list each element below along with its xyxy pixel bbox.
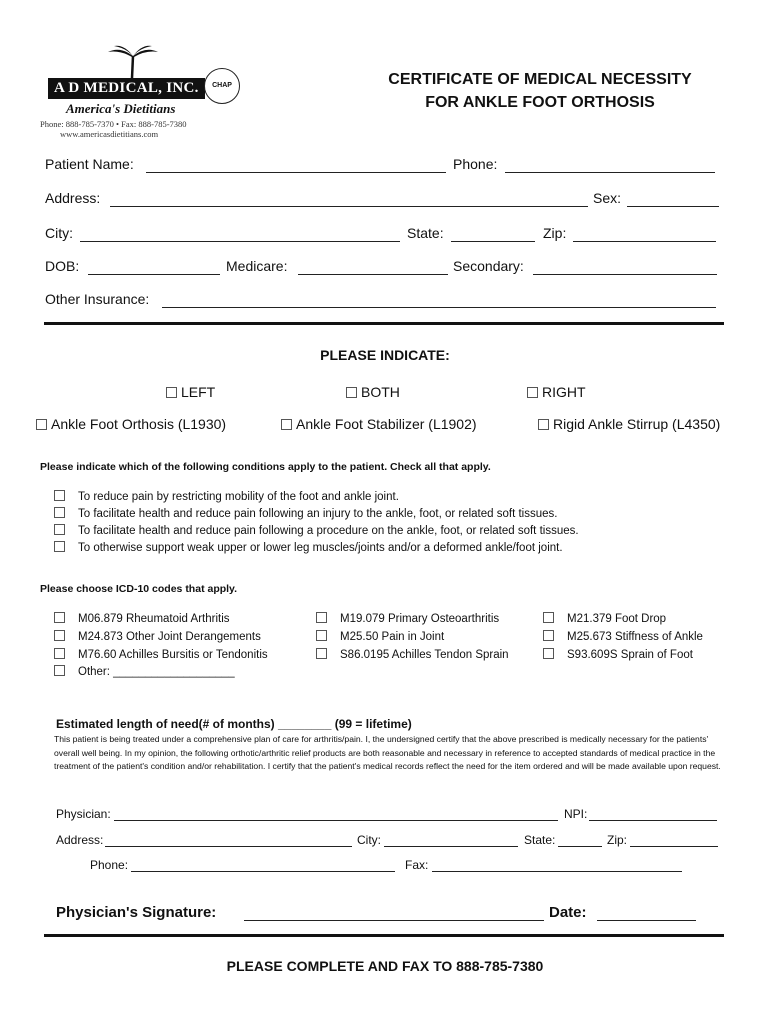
device-l4350-option[interactable]: [538, 416, 720, 432]
patient-address-label: Address:: [45, 190, 101, 206]
icd-option[interactable]: [54, 649, 268, 661]
physician-city-field[interactable]: [384, 846, 518, 847]
checkbox-icon[interactable]: [527, 387, 538, 398]
condition-label: To facilitate health and reduce pain following a procedure on the ankle, foot, or related soft tissues.: [78, 525, 579, 537]
device-l1930-label: Ankle Foot Orthosis (L1930): [51, 416, 227, 432]
icd-label: M24.873 Other Joint Derangements: [78, 631, 261, 643]
patient-secondary-field[interactable]: [533, 274, 717, 275]
icd-label: M19.079 Primary Osteoarthritis: [340, 613, 500, 625]
checkbox-icon[interactable]: [543, 648, 554, 659]
physician-phone-label: Phone:: [90, 858, 129, 872]
icd-option[interactable]: [543, 613, 666, 625]
physician-address-label: Address:: [56, 833, 104, 847]
footer-divider: [44, 934, 724, 937]
checkbox-icon[interactable]: [538, 419, 549, 430]
patient-zip-label: Zip:: [543, 225, 567, 241]
patient-zip-field[interactable]: [573, 241, 716, 242]
checkbox-icon[interactable]: [316, 612, 327, 623]
icd-option[interactable]: [543, 649, 693, 661]
icd-label: M06.879 Rheumatoid Arthritis: [78, 613, 230, 625]
checkbox-icon[interactable]: [54, 630, 65, 641]
checkbox-icon[interactable]: [54, 648, 65, 659]
checkbox-icon[interactable]: [316, 630, 327, 641]
company-name: A D MEDICAL, INC.: [48, 78, 205, 99]
checkbox-icon[interactable]: [54, 524, 65, 535]
patient-city-field[interactable]: [80, 241, 400, 242]
patient-state-label: State:: [407, 225, 444, 241]
icd-option[interactable]: [316, 613, 499, 625]
physician-address-field[interactable]: [105, 846, 352, 847]
patient-sex-field[interactable]: [627, 206, 719, 207]
checkbox-icon[interactable]: [346, 387, 357, 398]
icd-heading: Please choose ICD-10 codes that apply.: [40, 583, 238, 595]
form-title-line1: CERTIFICATE OF MEDICAL NECESSITY: [388, 71, 692, 88]
icd-label: Other: ___________________: [78, 666, 235, 678]
form-title-line2: FOR ANKLE FOOT ORTHOSIS: [425, 94, 655, 111]
side-right-label: RIGHT: [542, 384, 586, 400]
side-left-option[interactable]: [166, 384, 215, 400]
date-field[interactable]: [597, 920, 696, 921]
section-divider: [44, 322, 724, 325]
patient-name-label: Patient Name:: [45, 156, 134, 172]
company-logo: [40, 44, 240, 139]
patient-phone-label: Phone:: [453, 156, 498, 172]
chap-seal-icon: CHAP: [204, 68, 240, 104]
icd-label: S93.609S Sprain of Foot: [567, 649, 693, 661]
signature-field[interactable]: [244, 920, 544, 921]
icd-label: M25.50 Pain in Joint: [340, 631, 445, 643]
patient-city-label: City:: [45, 225, 73, 241]
checkbox-icon[interactable]: [54, 541, 65, 552]
patient-sex-label: Sex:: [593, 190, 622, 206]
side-both-option[interactable]: [346, 384, 400, 400]
checkbox-icon[interactable]: [54, 665, 65, 676]
icd-option[interactable]: [54, 613, 230, 625]
checkbox-icon[interactable]: [54, 507, 65, 518]
physician-city-label: City:: [357, 833, 381, 847]
physician-fax-label: Fax:: [405, 858, 429, 872]
checkbox-icon[interactable]: [281, 419, 292, 430]
company-phone-fax: Phone: 888-785-7370 • Fax: 888-785-7380: [40, 119, 187, 129]
icd-option[interactable]: [54, 631, 261, 643]
icd-label: M25.673 Stiffness of Ankle: [567, 631, 703, 643]
physician-label: Physician:: [56, 807, 111, 821]
condition-item[interactable]: [54, 508, 557, 520]
physician-state-label: State:: [524, 833, 556, 847]
icd-label: M76.60 Achilles Bursitis or Tendonitis: [78, 649, 268, 661]
physician-zip-label: Zip:: [607, 833, 628, 847]
device-l1902-option[interactable]: [281, 416, 477, 432]
condition-item[interactable]: [54, 491, 399, 503]
icd-label: M21.379 Foot Drop: [567, 613, 667, 625]
company-website: www.americasdietitians.com: [60, 129, 159, 139]
icd-option[interactable]: [316, 631, 444, 643]
checkbox-icon[interactable]: [166, 387, 177, 398]
checkbox-icon[interactable]: [54, 612, 65, 623]
checkbox-icon[interactable]: [543, 612, 554, 623]
condition-label: To facilitate health and reduce pain following an injury to the ankle, foot, or related soft tissues.: [78, 508, 558, 520]
icd-option-other[interactable]: [54, 666, 235, 678]
other-insurance-label: Other Insurance:: [45, 291, 150, 307]
patient-dob-field[interactable]: [88, 274, 220, 275]
side-right-option[interactable]: [527, 384, 586, 400]
palm-tree-icon: [102, 44, 162, 78]
condition-label: To reduce pain by restricting mobility of the foot and ankle joint.: [78, 491, 399, 503]
device-l1930-option[interactable]: [36, 416, 226, 432]
physician-field[interactable]: [114, 820, 558, 821]
signature-label: Physician's Signature:: [56, 904, 217, 921]
device-l1902-label: Ankle Foot Stabilizer (L1902): [296, 416, 477, 432]
patient-name-field[interactable]: [146, 172, 446, 173]
patient-dob-label: DOB:: [45, 258, 80, 274]
physician-fax-field[interactable]: [432, 871, 682, 872]
patient-address-field[interactable]: [110, 206, 588, 207]
checkbox-icon[interactable]: [36, 419, 47, 430]
patient-secondary-label: Secondary:: [453, 258, 524, 274]
side-left-label: LEFT: [181, 384, 216, 400]
physician-state-field[interactable]: [558, 846, 602, 847]
patient-medicare-label: Medicare:: [226, 258, 288, 274]
side-both-label: BOTH: [361, 384, 400, 400]
npi-label: NPI:: [564, 807, 588, 821]
checkbox-icon[interactable]: [316, 648, 327, 659]
physician-zip-field[interactable]: [630, 846, 718, 847]
condition-item[interactable]: [54, 525, 579, 537]
patient-phone-field[interactable]: [505, 172, 715, 173]
patient-medicare-field[interactable]: [298, 274, 448, 275]
icd-label: S86.0195 Achilles Tendon Sprain: [340, 649, 509, 661]
condition-label: To otherwise support weak upper or lower leg muscles/joints and/or a deformed ankle/foot joint.: [78, 542, 563, 554]
indicate-heading: PLEASE INDICATE:: [320, 347, 450, 363]
other-insurance-field[interactable]: [162, 307, 716, 308]
length-of-need-heading: Estimated length of need(# of months) ________ (99 = lifetime): [56, 717, 412, 731]
physician-phone-field[interactable]: [131, 871, 395, 872]
certification-paragraph: This patient is being treated under a comprehensive plan of care for arthritis/pain. I, the undersigned certify that the above prescribed is medically necessary for the patients' overall well being. In my opinion, the following orthotic/arthritic relief products are both reasonable and necessary in reference to accepted standards of medical practice in the treatment of the patient's condition and/or rehabilitation. I certify that the patient's medical records reflect the need for the item ordered and will be made available upon request.: [54, 734, 721, 771]
checkbox-icon[interactable]: [543, 630, 554, 641]
fax-instruction: PLEASE COMPLETE AND FAX TO 888-785-7380: [226, 958, 544, 974]
icd-option[interactable]: [543, 631, 703, 643]
company-tagline: America's Dietitians: [66, 101, 176, 116]
icd-option[interactable]: [316, 649, 509, 661]
device-l4350-label: Rigid Ankle Stirrup (L4350): [553, 416, 721, 432]
checkbox-icon[interactable]: [54, 490, 65, 501]
patient-state-field[interactable]: [451, 241, 535, 242]
conditions-heading: Please indicate which of the following conditions apply to the patient. Check all that apply.: [40, 461, 491, 473]
npi-field[interactable]: [589, 820, 717, 821]
condition-item[interactable]: [54, 542, 563, 554]
date-label: Date:: [549, 904, 587, 921]
